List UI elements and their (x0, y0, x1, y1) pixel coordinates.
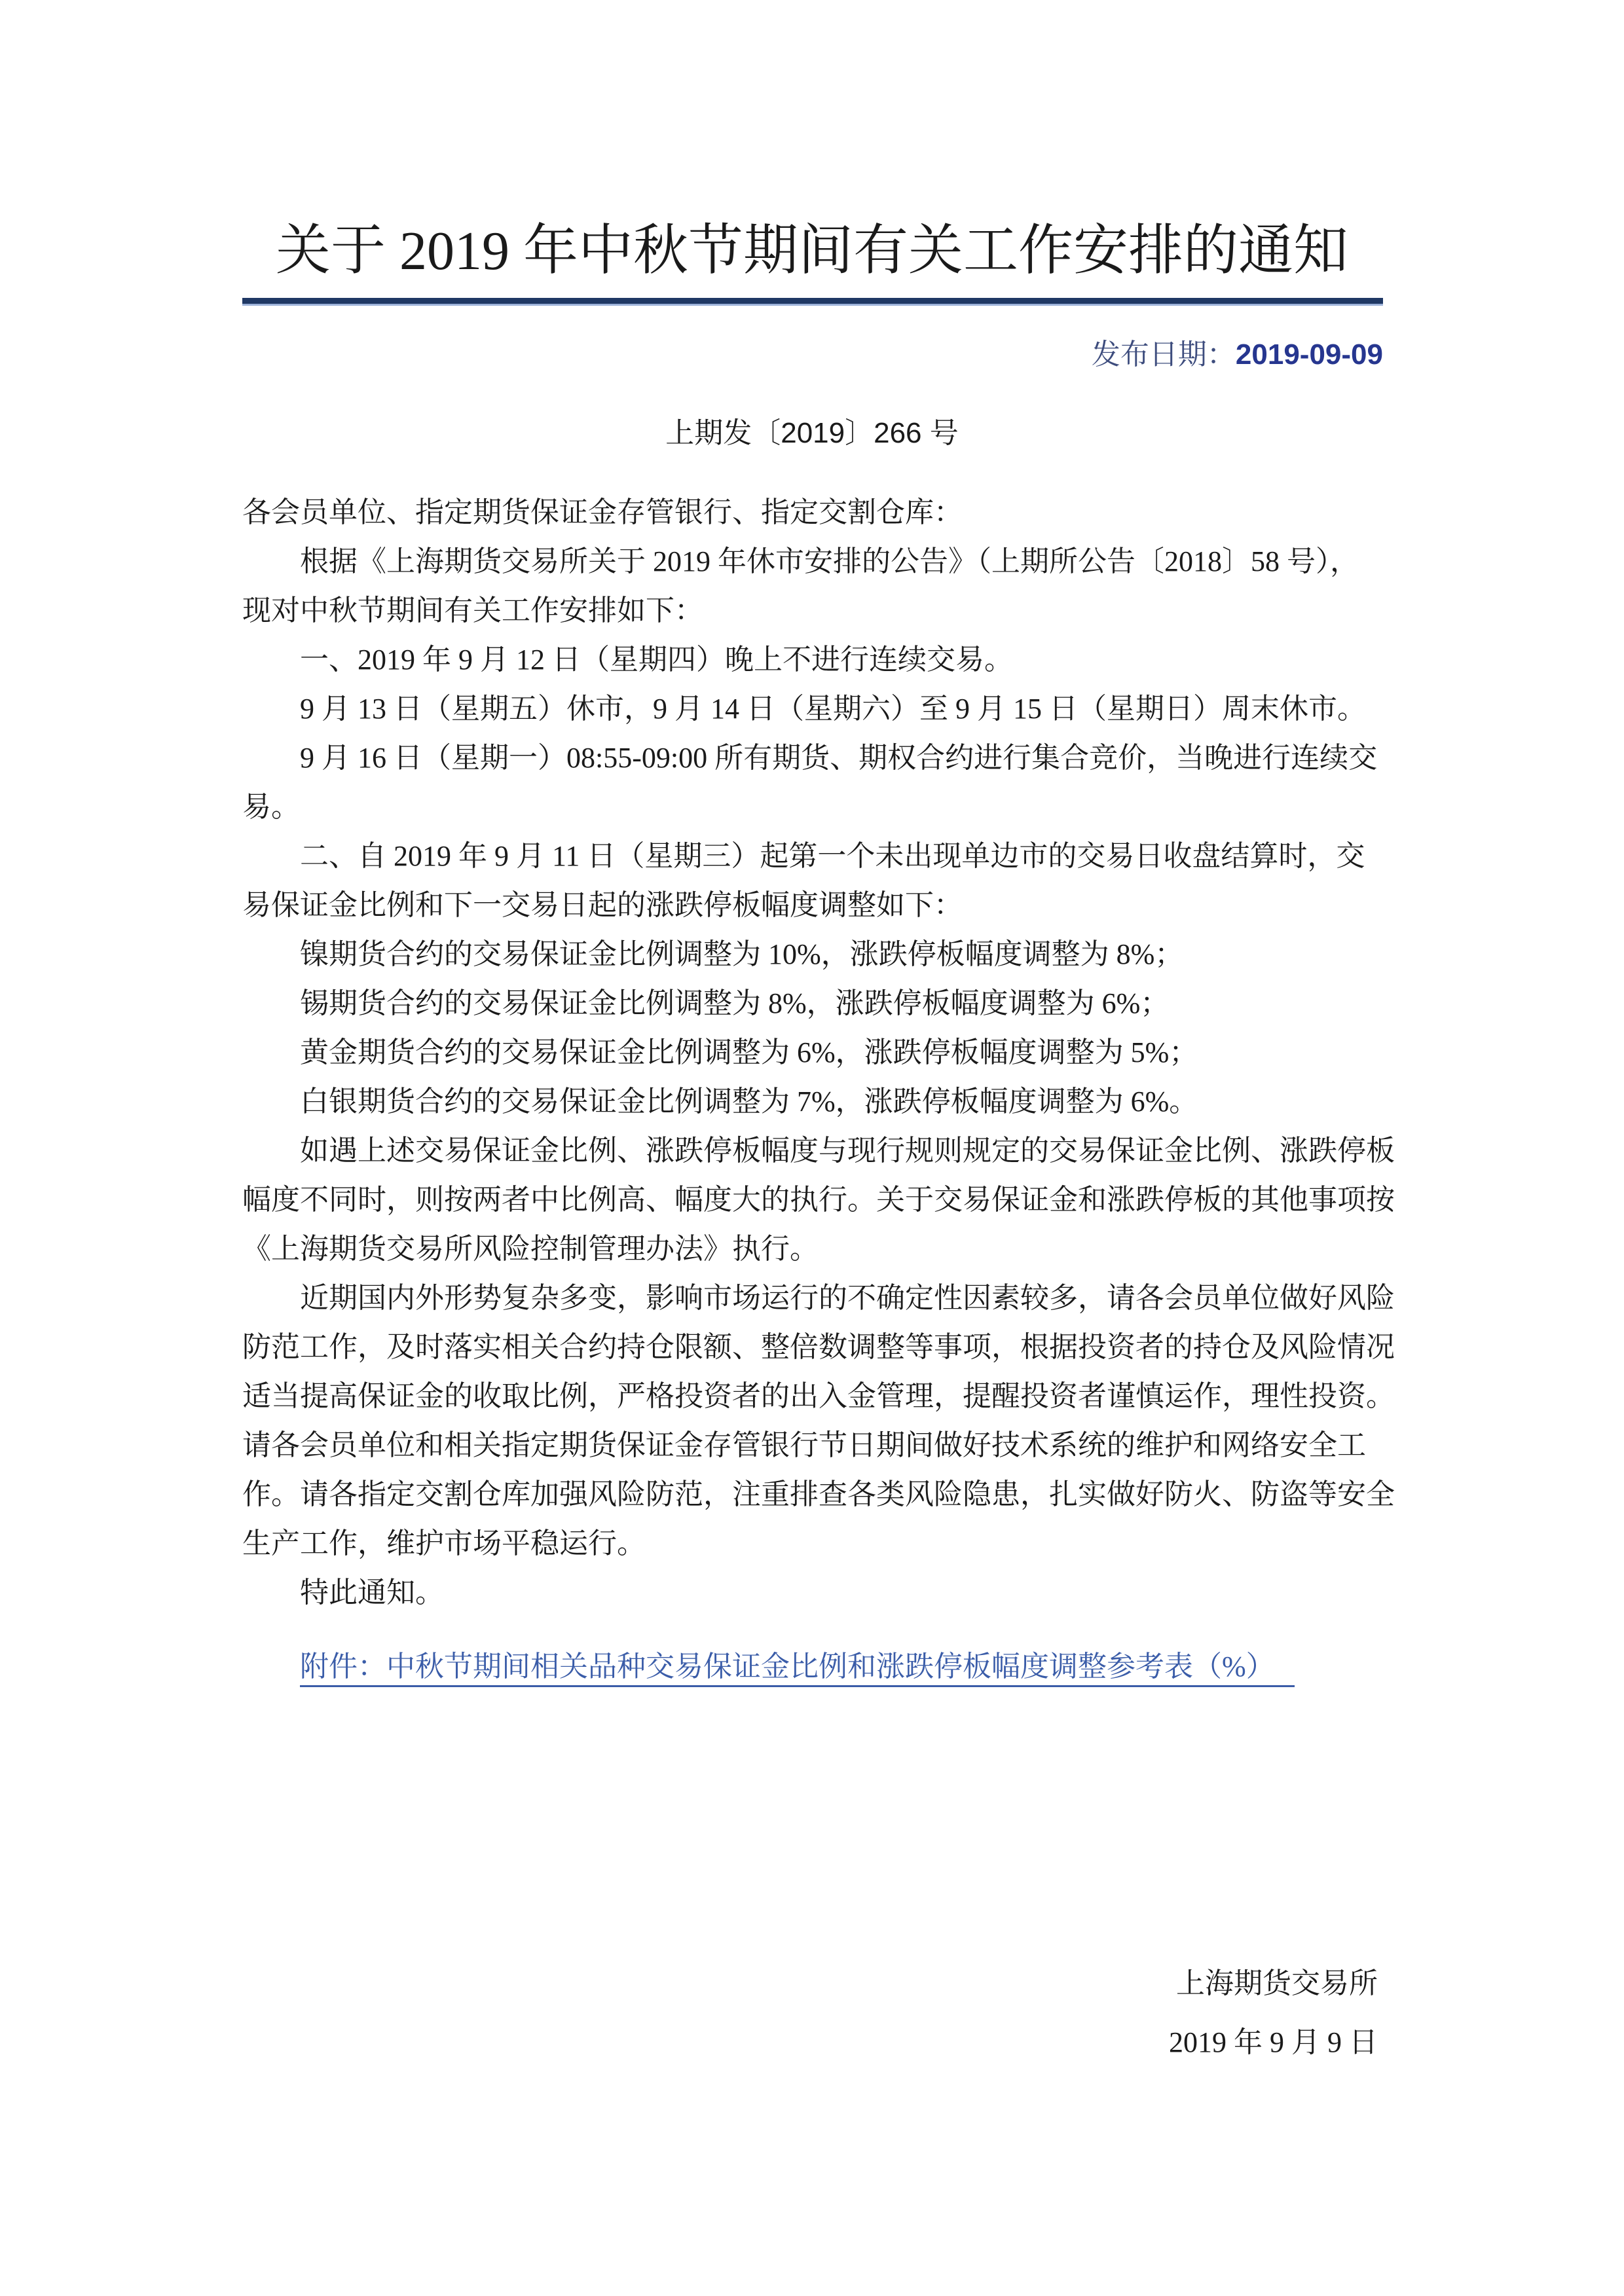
publish-date (1092, 337, 1383, 373)
body-line: 作。请各指定交割仓库加强风险防范，注重排查各类风险隐患，扎实做好防火、防盗等安全 (242, 1478, 1395, 1510)
body-line: 黄金期货合约的交易保证金比例调整为 6%，涨跌停板幅度调整为 5%； (300, 1036, 1198, 1068)
publish-date-label: 发布日期： (1091, 338, 1236, 371)
body-line: 各会员单位、指定期货保证金存管银行、指定交割仓库： (242, 496, 963, 528)
body-line: 特此通知。 (300, 1576, 444, 1609)
body-line: 易。 (242, 791, 300, 823)
signature-date: 2019 年 9 月 9 日 (1169, 2026, 1378, 2058)
body-line: 镍期货合约的交易保证金比例调整为 10%，涨跌停板幅度调整为 8%； (300, 938, 1184, 970)
body-line: 一、2019 年 9 月 12 日（星期四）晚上不进行连续交易。 (300, 644, 1013, 676)
body-line: 生产工作，维护市场平稳运行。 (242, 1527, 646, 1559)
body-line: 9 月 16 日（星期一）08:55-09:00 所有期货、期权合约进行集合竞价，当晚进行连续交 (300, 742, 1378, 774)
attachment-row (242, 1642, 1383, 1691)
doc-number: 上期发〔2019〕266 号 (665, 417, 959, 449)
body-line: 近期国内外形势复杂多变，影响市场运行的不确定性因素较多，请各会员单位做好风险 (300, 1282, 1395, 1314)
body-line: 请各会员单位和相关指定期货保证金存管银行节日期间做好技术系统的维护和网络安全工 (242, 1429, 1366, 1461)
publish-date-value: 2019-09-09 (1235, 338, 1383, 371)
body-paragraphs (242, 488, 1395, 1617)
page-title: 关于 2019 年中秋节期间有关工作安排的通知 (275, 221, 1348, 282)
attachment-link[interactable]: 附件：中秋节期间相关品种交易保证金比例和涨跌停板幅度调整参考表（%） (300, 1650, 1295, 1687)
title-divider (242, 298, 1383, 306)
body-line: 《上海期货交易所风险控制管理办法》执行。 (242, 1233, 819, 1265)
signature (1169, 1954, 1378, 2072)
signature-org: 上海期货交易所 (1176, 1967, 1378, 1999)
body-line: 防范工作，及时落实相关合约持仓限额、整倍数调整等事项，根据投资者的持仓及风险情况 (242, 1331, 1395, 1363)
body-line: 白银期货合约的交易保证金比例调整为 7%，涨跌停板幅度调整为 6%。 (300, 1085, 1198, 1118)
body-line: 9 月 13 日（星期五）休市，9 月 14 日（星期六）至 9 月 15 日（星期日）周末休市。 (300, 693, 1366, 725)
body-line: 适当提高保证金的收取比例，严格投资者的出入金管理，提醒投资者谨慎运作，理性投资。 (242, 1380, 1395, 1412)
body-line: 幅度不同时，则按两者中比例高、幅度大的执行。关于交易保证金和涨跌停板的其他事项按 (242, 1184, 1395, 1216)
body-line: 现对中秋节期间有关工作安排如下： (242, 594, 703, 627)
body-line: 如遇上述交易保证金比例、涨跌停板幅度与现行规则规定的交易保证金比例、涨跌停板 (300, 1135, 1395, 1167)
body-line: 易保证金比例和下一交易日起的涨跌停板幅度调整如下： (242, 889, 963, 921)
body-line: 二、自 2019 年 9 月 11 日（星期三）起第一个未出现单边市的交易日收盘结算时，交 (300, 840, 1365, 872)
body-line: 根据《上海期货交易所关于 2019 年休市安排的公告》（上期所公告〔2018〕58 号）， (300, 545, 1359, 577)
body-line: 锡期货合约的交易保证金比例调整为 8%，涨跌停板幅度调整为 6%； (300, 987, 1170, 1019)
